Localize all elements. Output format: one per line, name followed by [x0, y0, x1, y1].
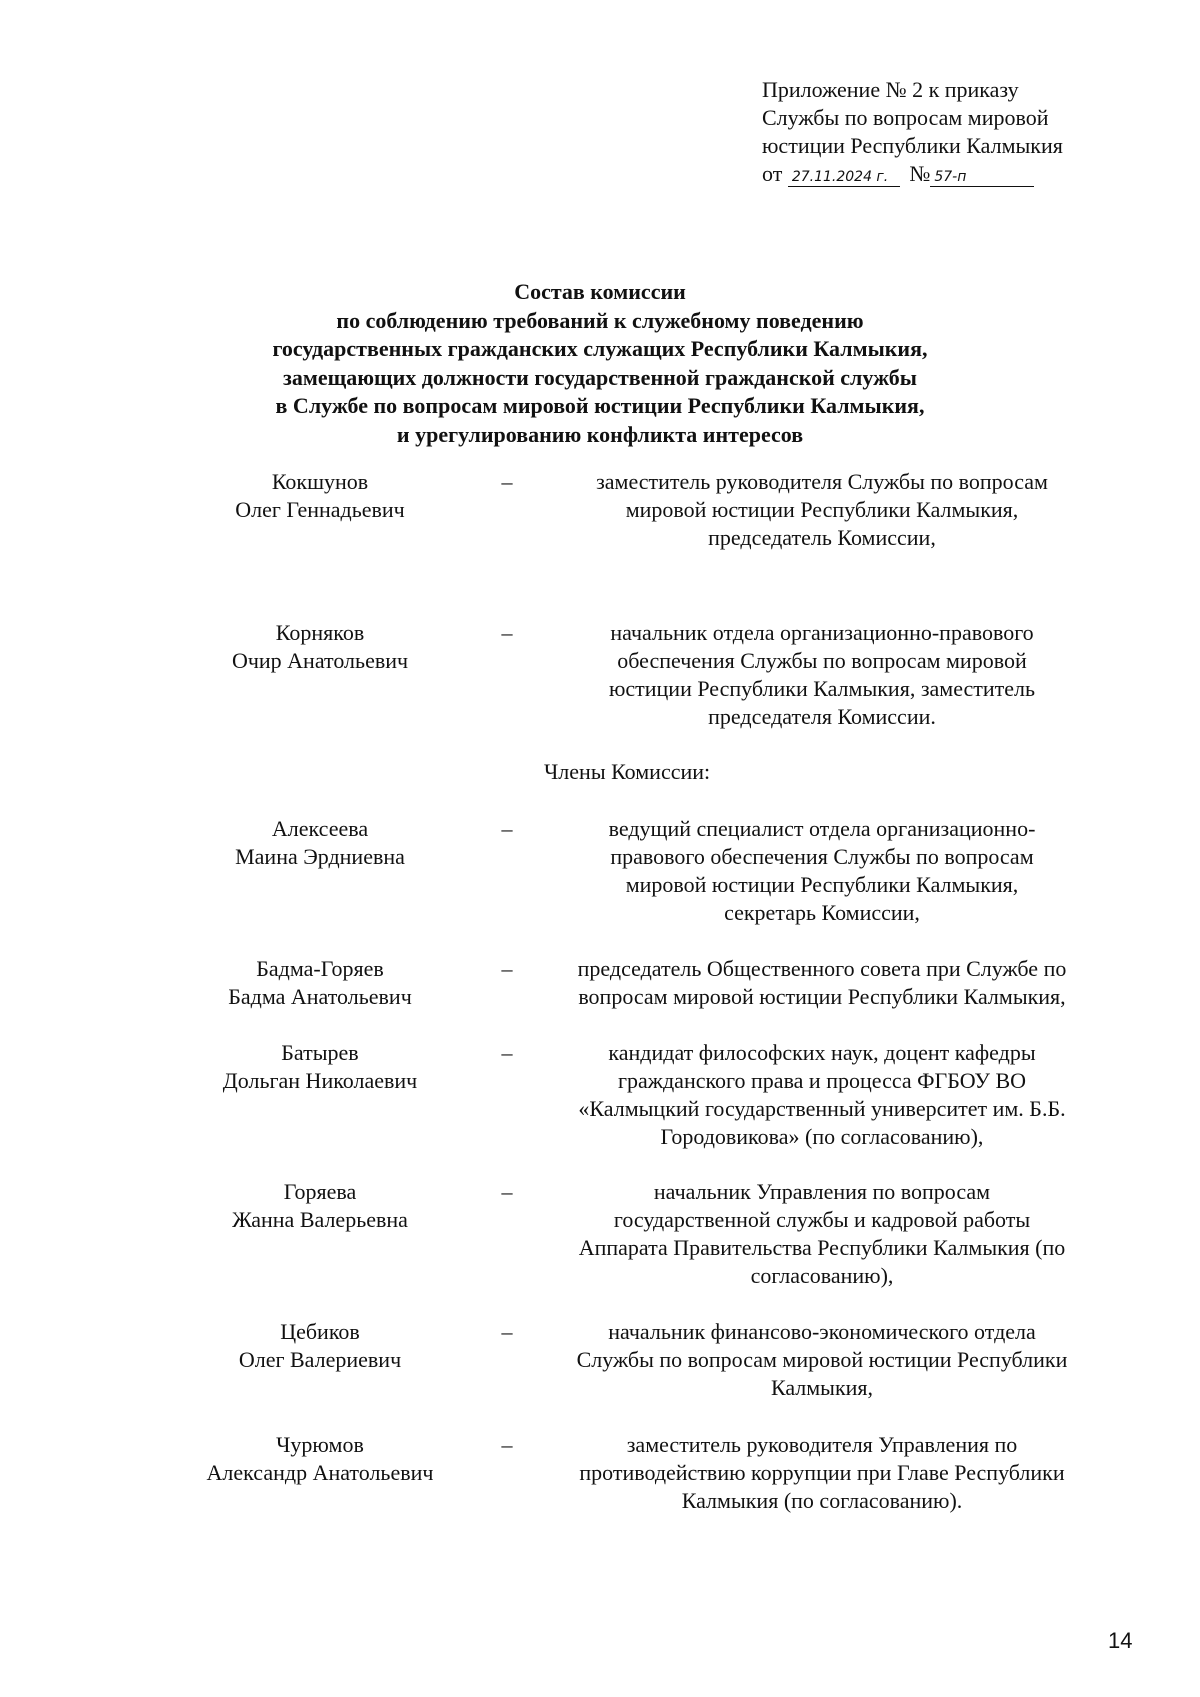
title-line-1: Состав комиссии	[514, 279, 686, 304]
member-given-names: Бадма Анатольевич	[228, 984, 412, 1009]
title-line-3: государственных гражданских служащих Республики Калмыкия,	[272, 336, 928, 361]
member-position	[544, 619, 1100, 731]
dash-separator: –	[501, 956, 513, 981]
member-position	[544, 1318, 1100, 1402]
member-given-names: Олег Геннадьевич	[235, 497, 405, 522]
position-line: кандидат философских наук, доцент кафедры	[608, 1040, 1036, 1065]
position-line: начальник отдела организационно-правового	[610, 620, 1034, 645]
title-line-5: в Службе по вопросам мировой юстиции Республики Калмыкия,	[275, 393, 925, 418]
member-surname: Бадма-Горяев	[256, 956, 384, 981]
dash-separator: –	[501, 1040, 513, 1065]
position-line: правового обеспечения Службы по вопросам	[610, 844, 1034, 869]
position-line: вопросам мировой юстиции Республики Калмыкия,	[578, 984, 1066, 1009]
member-name	[180, 1318, 460, 1374]
member-position	[544, 955, 1100, 1011]
document-title	[150, 278, 1050, 449]
member-name	[180, 1178, 460, 1234]
member-name	[180, 1431, 460, 1487]
member-surname: Горяева	[283, 1179, 357, 1204]
position-line: Службы по вопросам мировой юстиции Республики	[576, 1347, 1068, 1372]
members-heading: Члены Комиссии:	[544, 759, 711, 784]
position-line: Калмыкия (по согласованию).	[681, 1488, 963, 1513]
position-line: Аппарата Правительства Республики Калмыкия (по	[578, 1235, 1066, 1260]
position-line: Городовикова» (по согласованию),	[660, 1124, 984, 1149]
handwritten-date: 27.11.2024 г.	[788, 168, 900, 187]
member-given-names: Олег Валериевич	[238, 1347, 402, 1372]
dash-separator: –	[501, 1179, 513, 1204]
position-line: государственной службы и кадровой работы	[613, 1207, 1031, 1232]
position-line: секретарь Комиссии,	[724, 900, 920, 925]
title-line-6: и урегулированию конфликта интересов	[396, 421, 804, 447]
member-surname: Батырев	[281, 1040, 359, 1065]
member-name	[180, 619, 460, 675]
member-name	[180, 1039, 460, 1095]
member-surname: Алексеева	[271, 816, 369, 841]
member-name	[180, 955, 460, 1011]
position-line: согласованию),	[750, 1263, 894, 1288]
member-surname: Цебиков	[280, 1319, 360, 1344]
appendix-line-2: Службы по вопросам мировой	[762, 105, 1049, 130]
title-line-4: замещающих должности государственной гражданской службы	[283, 364, 917, 390]
member-surname: Чурюмов	[276, 1432, 364, 1457]
date-prefix: от	[762, 161, 783, 186]
position-line: Калмыкия,	[770, 1375, 874, 1400]
member-given-names: Жанна Валерьевна	[232, 1207, 408, 1232]
page-number: 14	[1108, 1628, 1133, 1653]
position-line: противодействию коррупции при Главе Республики	[579, 1460, 1065, 1485]
position-line: «Калмыцкий государственный университет им. Б.Б.	[578, 1096, 1066, 1121]
position-line: начальник Управления по вопросам	[653, 1179, 991, 1204]
position-line: председатель Комиссии,	[708, 525, 936, 550]
member-given-names: Маина Эрдниевна	[235, 844, 405, 869]
appendix-line-1: Приложение № 2 к приказу	[762, 77, 1019, 102]
dash-separator: –	[501, 1319, 513, 1344]
dash-separator: –	[501, 469, 513, 494]
position-line: заместитель руководителя Управления по	[626, 1432, 1018, 1457]
position-line: председатель Общественного совета при Службе по	[577, 956, 1067, 981]
member-given-names: Александр Анатольевич	[206, 1460, 434, 1485]
handwritten-order-number: 57-п	[930, 168, 1034, 187]
member-position	[544, 815, 1100, 927]
position-line: ведущий специалист отдела организационно-	[608, 816, 1036, 841]
position-line: мировой юстиции Республики Калмыкия,	[625, 497, 1019, 522]
position-line: мировой юстиции Республики Калмыкия,	[625, 872, 1019, 897]
appendix-line-3: юстиции Республики Калмыкия	[762, 133, 1063, 158]
appendix-date-number-line	[762, 160, 1122, 188]
member-surname: Корняков	[275, 620, 365, 645]
dash-separator: –	[501, 1432, 513, 1457]
title-line-2: по соблюдению требований к служебному поведению	[336, 307, 864, 333]
position-line: председателя Комиссии.	[708, 704, 936, 729]
member-given-names: Очир Анатольевич	[231, 648, 409, 673]
number-sign: №	[909, 161, 931, 186]
position-line: заместитель руководителя Службы по вопросам	[596, 469, 1048, 494]
member-position	[544, 468, 1100, 552]
position-line: юстиции Республики Калмыкия, заместитель	[608, 676, 1036, 701]
position-line: начальник финансово-экономического отдела	[608, 1319, 1036, 1344]
position-line: гражданского права и процесса ФГБОУ ВО	[618, 1068, 1026, 1093]
dash-separator: –	[501, 620, 513, 645]
position-line: обеспечения Службы по вопросам мировой	[617, 648, 1027, 673]
member-given-names: Дольган Николаевич	[222, 1068, 418, 1093]
member-name	[180, 468, 460, 524]
member-position	[544, 1039, 1100, 1151]
member-surname: Кокшунов	[271, 469, 369, 494]
member-name	[180, 815, 460, 871]
member-position	[544, 1178, 1100, 1290]
appendix-reference	[762, 76, 1122, 188]
dash-separator: –	[501, 816, 513, 841]
member-position	[544, 1431, 1100, 1515]
